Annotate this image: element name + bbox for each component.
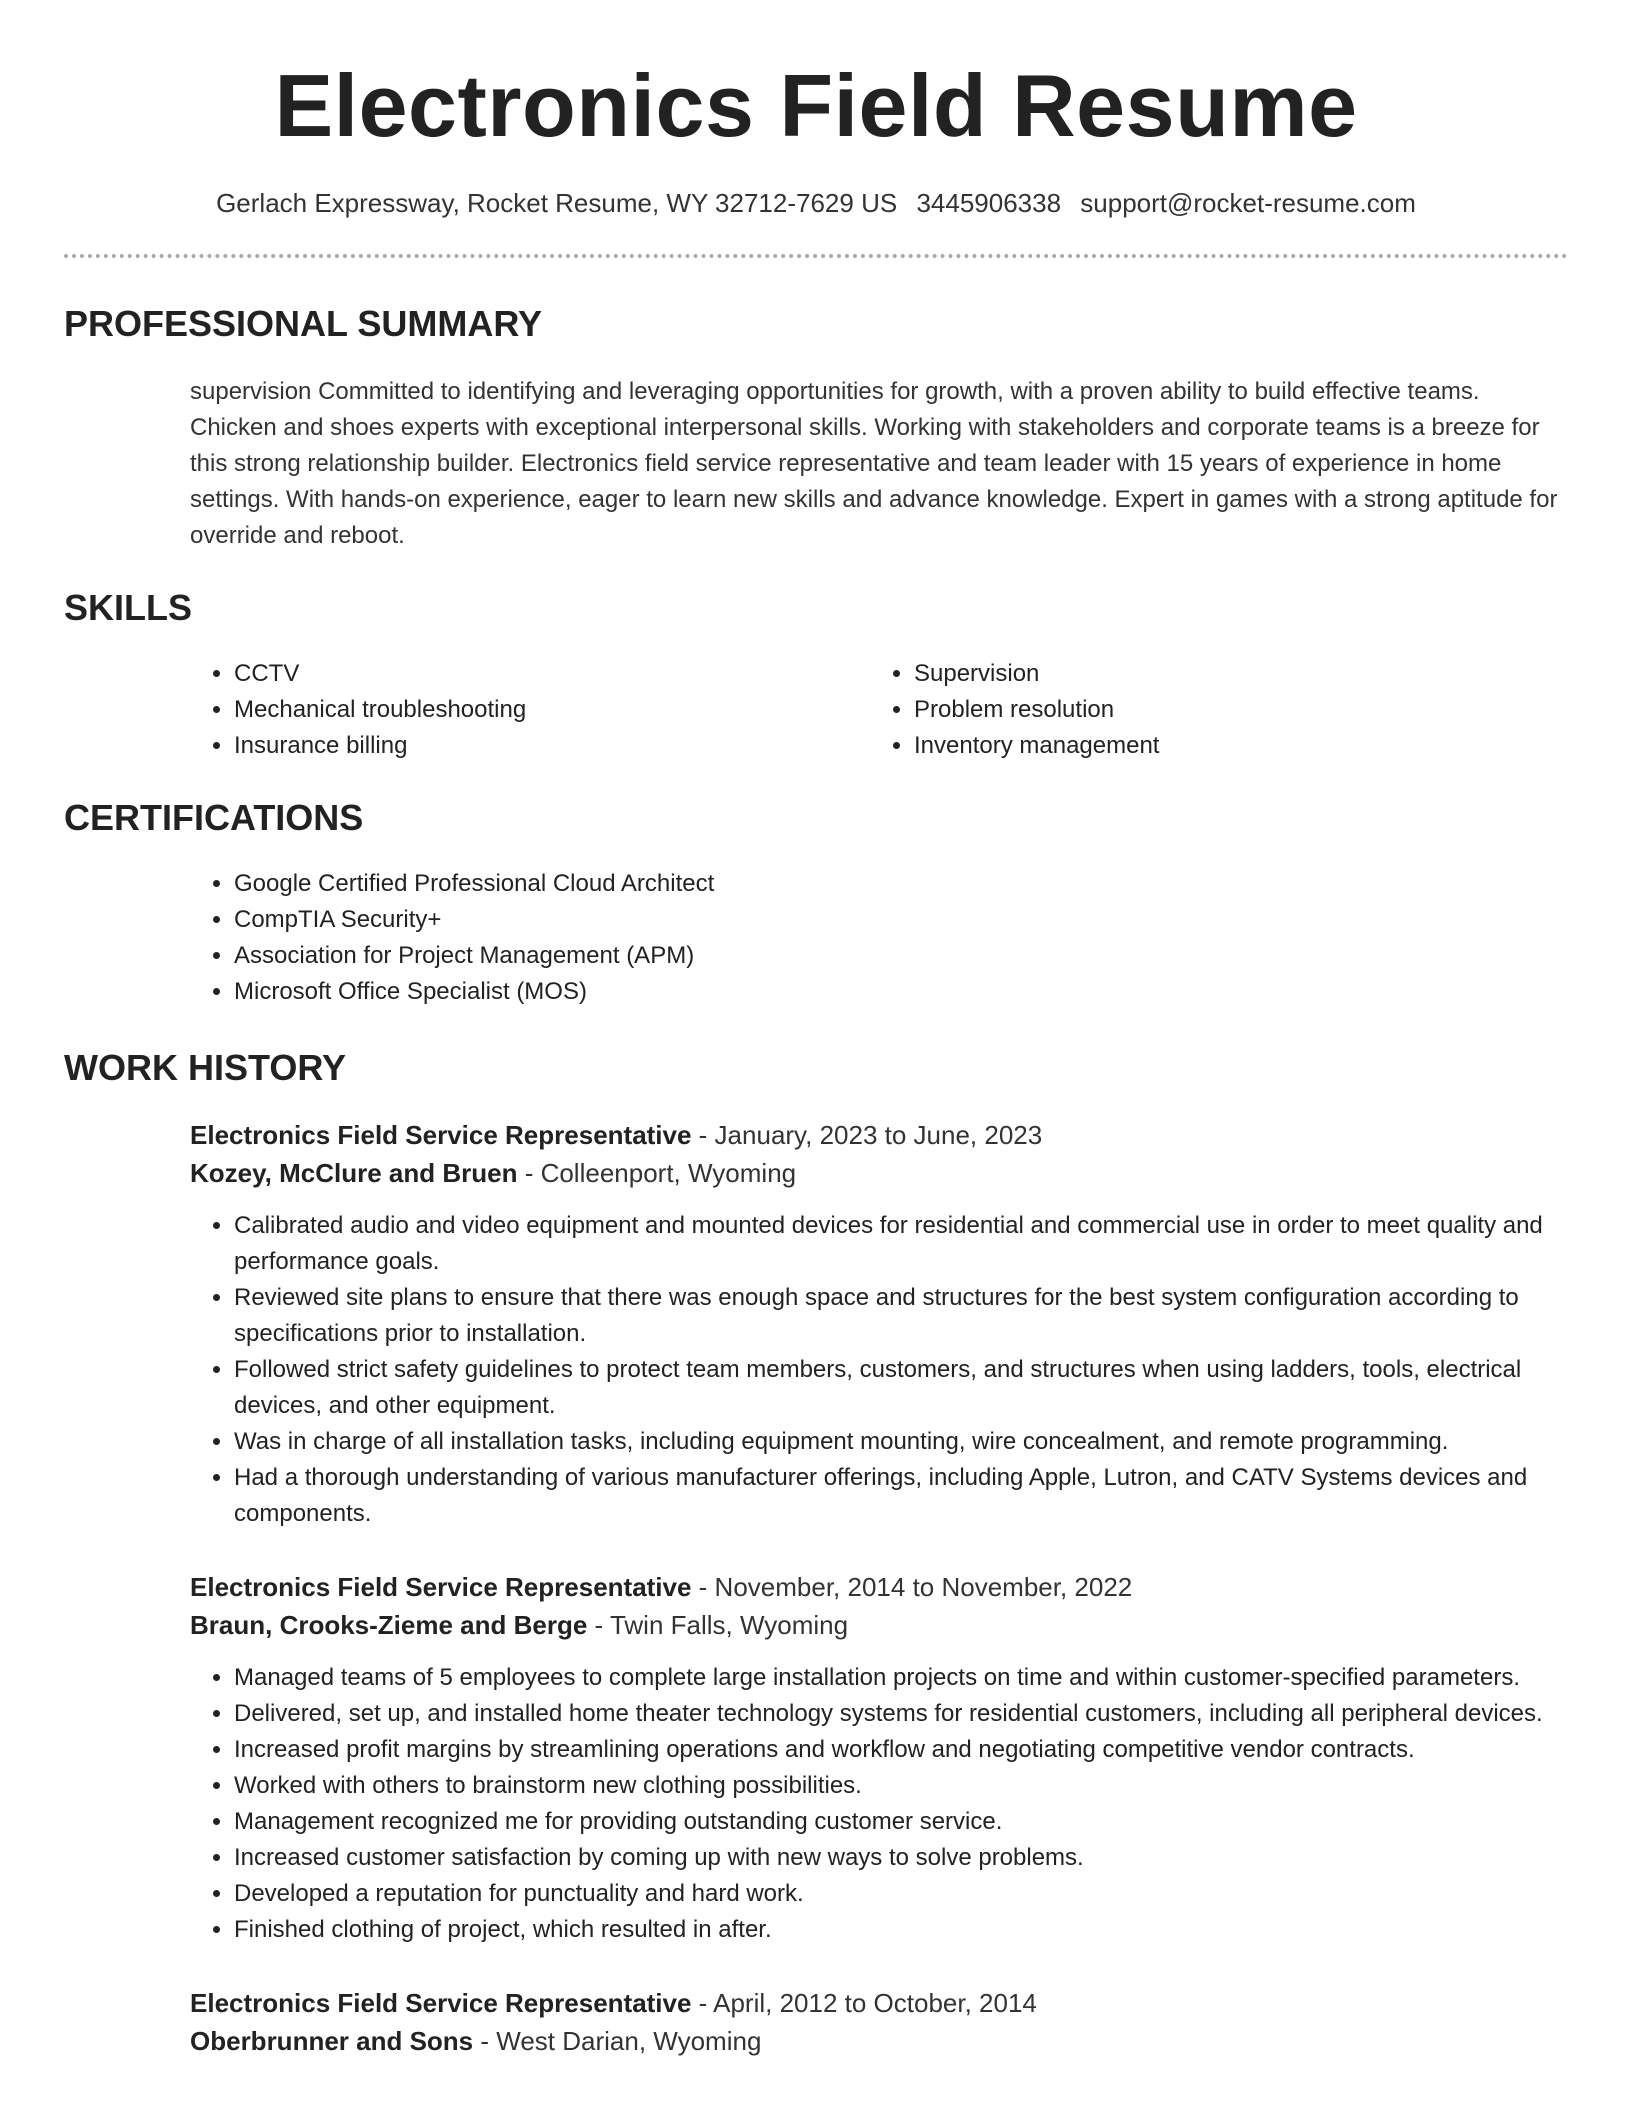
job-company-line	[190, 1606, 1568, 1644]
job-dates: - November, 2014 to November, 2022	[691, 1572, 1133, 1602]
skill-item: • Supervision	[914, 656, 1550, 692]
job-title: Electronics Field Service Representative	[190, 1572, 692, 1602]
job-entry	[190, 1984, 1568, 2060]
skills-heading: SKILLS	[64, 587, 193, 628]
job-title-line	[190, 1568, 1568, 1606]
job-bullet: • Increased customer satisfaction by coming up with new ways to solve problems.	[234, 1840, 1568, 1876]
work-history	[190, 1116, 1568, 2060]
job-company: Braun, Crooks-Zieme and Berge	[190, 1610, 588, 1640]
skill-item: • Mechanical troubleshooting	[234, 692, 870, 728]
job-entry	[190, 1116, 1568, 1532]
skill-item: • Problem resolution	[914, 692, 1550, 728]
job-bullet: • Was in charge of all installation tasks, including equipment mounting, wire concealment, and remote programming.	[234, 1424, 1568, 1460]
job-entry	[190, 1568, 1568, 1948]
job-bullet: • Had a thorough understanding of various manufacturer offerings, including Apple, Lutron, and CATV Systems devices and components.	[234, 1460, 1568, 1532]
certifications-heading: CERTIFICATIONS	[64, 797, 364, 838]
contact-line	[64, 186, 1568, 220]
job-bullets	[190, 1208, 1568, 1532]
contact-phone: 3445906338	[916, 188, 1062, 218]
job-title: Electronics Field Service Representative	[190, 1120, 692, 1150]
job-company-line	[190, 1154, 1568, 1192]
certification-item: • Google Certified Professional Cloud Architect	[234, 866, 1568, 902]
job-bullet: • Reviewed site plans to ensure that there was enough space and structures for the best system configuration according to specifications prior to installation.	[234, 1280, 1568, 1352]
job-bullet: • Worked with others to brainstorm new clothing possibilities.	[234, 1768, 1568, 1804]
certification-item: • CompTIA Security+	[234, 902, 1568, 938]
job-bullets	[190, 1660, 1568, 1948]
skills-column-left	[190, 656, 870, 764]
skill-item: • CCTV	[234, 656, 870, 692]
header-divider	[64, 254, 1568, 258]
job-bullet: • Calibrated audio and video equipment and mounted devices for residential and commercial use in order to meet quality and performance goals.	[234, 1208, 1568, 1280]
job-location: - Twin Falls, Wyoming	[587, 1610, 849, 1640]
work-history-heading: WORK HISTORY	[64, 1047, 347, 1088]
job-dates: - April, 2012 to October, 2014	[691, 1988, 1037, 2018]
resume-title: Electronics Field Resume	[274, 56, 1358, 155]
certifications-list	[190, 866, 1568, 1010]
job-bullet: • Delivered, set up, and installed home theater technology systems for residential customers, including all peripheral devices.	[234, 1696, 1568, 1732]
summary-text: supervision Committed to identifying and leveraging opportunities for growth, with a proven ability to build effective teams. Chicken and shoes experts with exceptional interpersonal skills. Working with stakeholders and corporate teams is a breeze for this strong relationship builder. Electronics field service representative and team leader with 15 years of experience in home settings. With hands-on experience, eager to learn new skills and advance knowledge. Expert in games with a strong aptitude for override and reboot.	[190, 378, 1558, 549]
job-title: Electronics Field Service Representative	[190, 1988, 692, 2018]
job-title-line	[190, 1116, 1568, 1154]
job-company: Oberbrunner and Sons	[190, 2026, 474, 2056]
job-location: - West Darian, Wyoming	[473, 2026, 762, 2056]
skills-grid	[190, 656, 1568, 764]
job-bullet: • Managed teams of 5 employees to complete large installation projects on time and within customer-specified parameters.	[234, 1660, 1568, 1696]
job-title-line	[190, 1984, 1568, 2022]
skill-item: • Insurance billing	[234, 728, 870, 764]
skills-column-right	[870, 656, 1550, 764]
certification-item: • Association for Project Management (APM)	[234, 938, 1568, 974]
summary-heading: PROFESSIONAL SUMMARY	[64, 303, 543, 344]
skill-item: • Inventory management	[914, 728, 1550, 764]
job-company: Kozey, McClure and Bruen	[190, 1158, 518, 1188]
job-bullet: • Management recognized me for providing outstanding customer service.	[234, 1804, 1568, 1840]
job-bullet: • Followed strict safety guidelines to protect team members, customers, and structures when using ladders, tools, electrical devices, and other equipment.	[234, 1352, 1568, 1424]
job-company-line	[190, 2022, 1568, 2060]
certification-item: • Microsoft Office Specialist (MOS)	[234, 974, 1568, 1010]
job-bullet: • Increased profit margins by streamlining operations and workflow and negotiating competitive vendor contracts.	[234, 1732, 1568, 1768]
job-bullet: • Finished clothing of project, which resulted in after.	[234, 1912, 1568, 1948]
contact-address: Gerlach Expressway, Rocket Resume, WY 32712-7629 US	[216, 188, 898, 218]
job-bullet: • Developed a reputation for punctuality and hard work.	[234, 1876, 1568, 1912]
contact-email[interactable]: support@rocket-resume.com	[1080, 188, 1416, 218]
job-location: - Colleenport, Wyoming	[517, 1158, 797, 1188]
job-dates: - January, 2023 to June, 2023	[691, 1120, 1043, 1150]
